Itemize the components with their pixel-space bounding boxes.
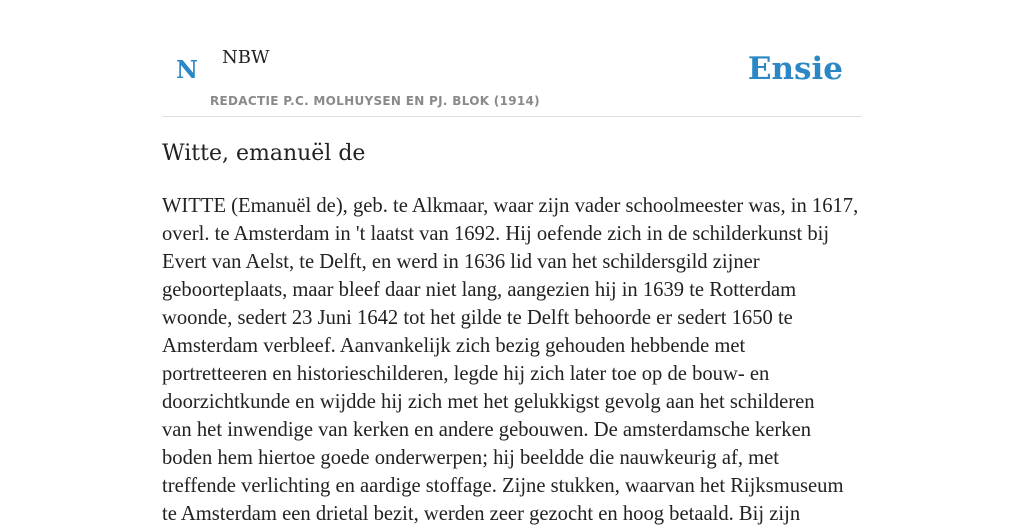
source-header	[162, 0, 862, 117]
article-body-line: WITTE (Emanuël de), geb. te Alkmaar, waar zijn vader schoolmeester was, in 1617,	[162, 195, 859, 217]
ensie-logo[interactable]: Ensie	[747, 51, 843, 87]
source-name[interactable]: NBW	[222, 47, 270, 68]
source-logo[interactable]: N	[176, 55, 198, 84]
article-body-line: Amsterdam verbleef. Aanvankelijk zich bezig gehouden hebbende met	[162, 335, 746, 357]
article-body	[162, 192, 862, 528]
article-body-line: portretteeren en historieschilderen, legde hij zich later toe op de bouw- en	[162, 363, 770, 385]
article-body-line: boden hem hiertoe goede onderwerpen; hij beeldde die nauwkeurig af, met	[162, 447, 780, 469]
article-body-line: woonde, sedert 23 Juni 1642 tot het gilde te Delft behoorde er sedert 1650 te	[162, 307, 793, 329]
article-body-line: doorzichtkunde en wijdde hij zich met het gelukkigst gevolg aan het schilderen	[162, 391, 815, 413]
article-body-line: overl. te Amsterdam in 't laatst van 1692. Hij oefende zich in de schilderkunst bij	[162, 223, 830, 245]
article-body-line: van het inwendige van kerken en andere gebouwen. De amsterdamsche kerken	[162, 419, 812, 441]
article-body-line: treffende verlichting en aardige stoffage. Zijne stukken, waarvan het Rijksmuseum	[162, 475, 844, 497]
article-title: Witte, emanuël de	[162, 141, 366, 166]
source-editors: REDACTIE P.C. MOLHUYSEN EN PJ. BLOK (1914)	[210, 94, 540, 108]
article-body-line: Evert van Aelst, te Delft, en werd in 1636 lid van het schildersgild zijner	[162, 251, 760, 273]
article-body-line: te Amsterdam een drietal bezit, werden zeer gezocht en hoog betaald. Bij zijn	[162, 503, 801, 525]
article-body-line: geboorteplaats, maar bleef daar niet lang, aangezien hij in 1639 te Rotterdam	[162, 279, 797, 301]
